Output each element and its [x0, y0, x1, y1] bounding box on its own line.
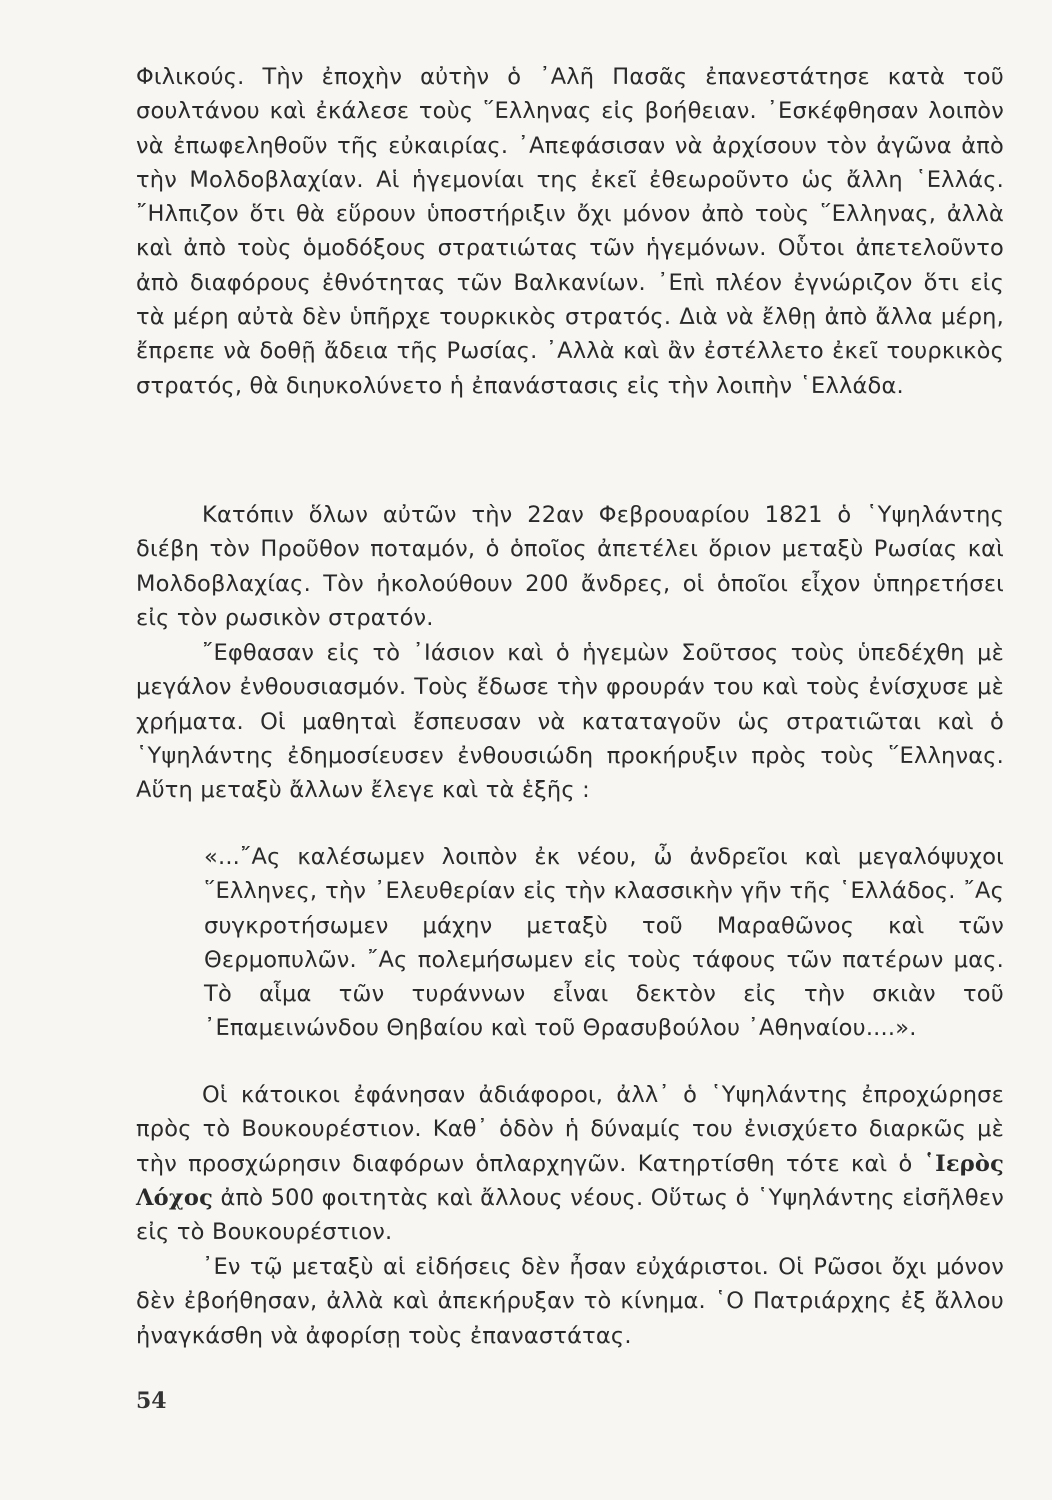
- ieros-lochos-term: ῾Ιερὸς Λόχος: [136, 1150, 1004, 1211]
- paragraph-bucharest: [136, 1078, 1004, 1249]
- paragraph-filikous: Φιλικούς. Τὴν ἐποχὴν αὐτὴν ὁ ᾿Αλῆ Πασᾶς ἐπανεστάτησε κατὰ τοῦ σουλτάνου καὶ ἐκάλεσε τοὺς ῞Ελληνας εἰς βοήθειαν. ᾿Εσκέφθησαν λοιπὸν νὰ ἐπωφεληθοῦν τῆς εὐκαιρίας. ᾿Απεφάσισαν νὰ ἀρχίσουν τὸν ἀγῶνα ἀπὸ τὴν Μολδοβλαχίαν. Αἱ ἡγεμονίαι της ἐκεῖ ἐθεωροῦντο ὡς ἄλλη ῾Ελλάς. ῎Ηλπιζον ὅτι θὰ εὕρουν ὑποστήριξιν ὄχι μόνον ἀπὸ τοὺς ῞Ελληνας, ἀλλὰ καὶ ἀπὸ τοὺς ὁμοδόξους στρατιώτας τῶν ἡγεμόνων. Οὗτοι ἀπετελοῦντο ἀπὸ διαφόρους ἐθνότητας τῶν Βαλκανίων. ᾿Επὶ πλέον ἐγνώριζον ὅτι εἰς τὰ μέρη αὐτὰ δὲν ὑπῆρχε τουρκικὸς στρατός. Διὰ νὰ ἔλθῃ ἀπὸ ἄλλα μέρη, ἔπρεπε νὰ δοθῇ ἄδεια τῆς Ρωσίας. ᾿Αλλὰ καὶ ἂν ἐστέλλετο ἐκεῖ τουρκικὸς στρατός, θὰ διηυκολύνετο ἡ ἐπανάστασις εἰς τὴν λοιπὴν ῾Ελλάδα.: [136, 64, 1004, 399]
- page-number: 54: [136, 1388, 167, 1414]
- proclamation-quote: «...῎Ας καλέσωμεν λοιπὸν ἐκ νέου, ὦ ἀνδρεῖοι καὶ μεγαλόψυχοι ῞Ελληνες, τὴν ᾿Ελευθερίαν εἰς τὴν κλασσικὴν γῆν τῆς ῾Ελλάδος. ῎Ας συγκροτήσωμεν μάχην μεταξὺ τοῦ Μαραθῶνος καὶ τῶν Θερμοπυλῶν. ῎Ας πολεμήσωμεν εἰς τοὺς τάφους τῶν πατέρων μας. Τὸ αἷμα τῶν τυράννων εἶναι δεκτὸν εἰς τὴν σκιὰν τοῦ ᾿Επαμεινώνδου Θηβαίου καὶ τοῦ Θρασυβούλου ᾿Αθηναίου....».: [204, 844, 1004, 1042]
- paragraph-news: ᾿Εν τῷ μεταξὺ αἱ εἰδήσεις δὲν ἦσαν εὐχάριστοι. Οἱ Ρῶσοι ὄχι μόνον δὲν ἐβοήθησαν, ἀλλὰ καὶ ἀπεκήρυξαν τὸ κίνημα. ῾Ο Πατριάρχης ἐξ ἄλλου ἠναγκάσθη νὰ ἀφορίσῃ τοὺς ἐπαναστάτας.: [136, 1254, 1004, 1349]
- paragraph-bucharest-text-start: Οἱ κάτοικοι ἐφάνησαν ἀδιάφοροι, ἀλλ᾿ ὁ ῾Υψηλάντης ἐπροχώρησε πρὸς τὸ Βουκουρέστιον. Καθ᾿ ὁδὸν ἡ δύναμίς του ἐνισχύετο διαρκῶς μὲ τὴν προσχώρησιν διαφόρων ὁπλαρχηγῶν. Κατηρτίσθη τότε καὶ ὁ: [136, 1082, 1004, 1177]
- paragraph-iasion: ῎Εφθασαν εἰς τὸ ᾿Ιάσιον καὶ ὁ ἡγεμὼν Σοῦτσος τοὺς ὑπεδέχθη μὲ μεγάλον ἐνθουσιασμόν. Τοὺς ἔδωσε τὴν φρουράν του καὶ τοὺς ἐνίσχυσε μὲ χρήματα. Οἱ μαθηταὶ ἔσπευσαν νὰ καταταγοῦν ὡς στρατιῶται καὶ ὁ ῾Υψηλάντης ἐδημοσίευσεν ἐνθουσιώδη προκήρυξιν πρὸς τοὺς ῞Ελληνας. Αὕτη μεταξὺ ἄλλων ἔλεγε καὶ τὰ ἑξῆς :: [136, 640, 1004, 804]
- paragraph-ypsilantis-crossing: Κατόπιν ὅλων αὐτῶν τὴν 22αν Φεβρουαρίου 1821 ὁ ῾Υψηλάντης διέβη τὸν Προῦθον ποταμόν, ὁ ὁποῖος ἀπετέλει ὅριον μεταξὺ Ρωσίας καὶ Μολδοβλαχίας. Τὸν ἠκολούθουν 200 ἄνδρες, οἱ ὁποῖοι εἶχον ὑπηρετήσει εἰς τὸν ρωσικὸν στρατόν.: [136, 502, 1004, 631]
- paragraph-bucharest-text-end: ἀπὸ 500 φοιτητὰς καὶ ἄλλους νέους. Οὕτως ὁ ῾Υψηλάντης εἰσῆλθεν εἰς τὸ Βουκουρέστιον.: [136, 1184, 1004, 1246]
